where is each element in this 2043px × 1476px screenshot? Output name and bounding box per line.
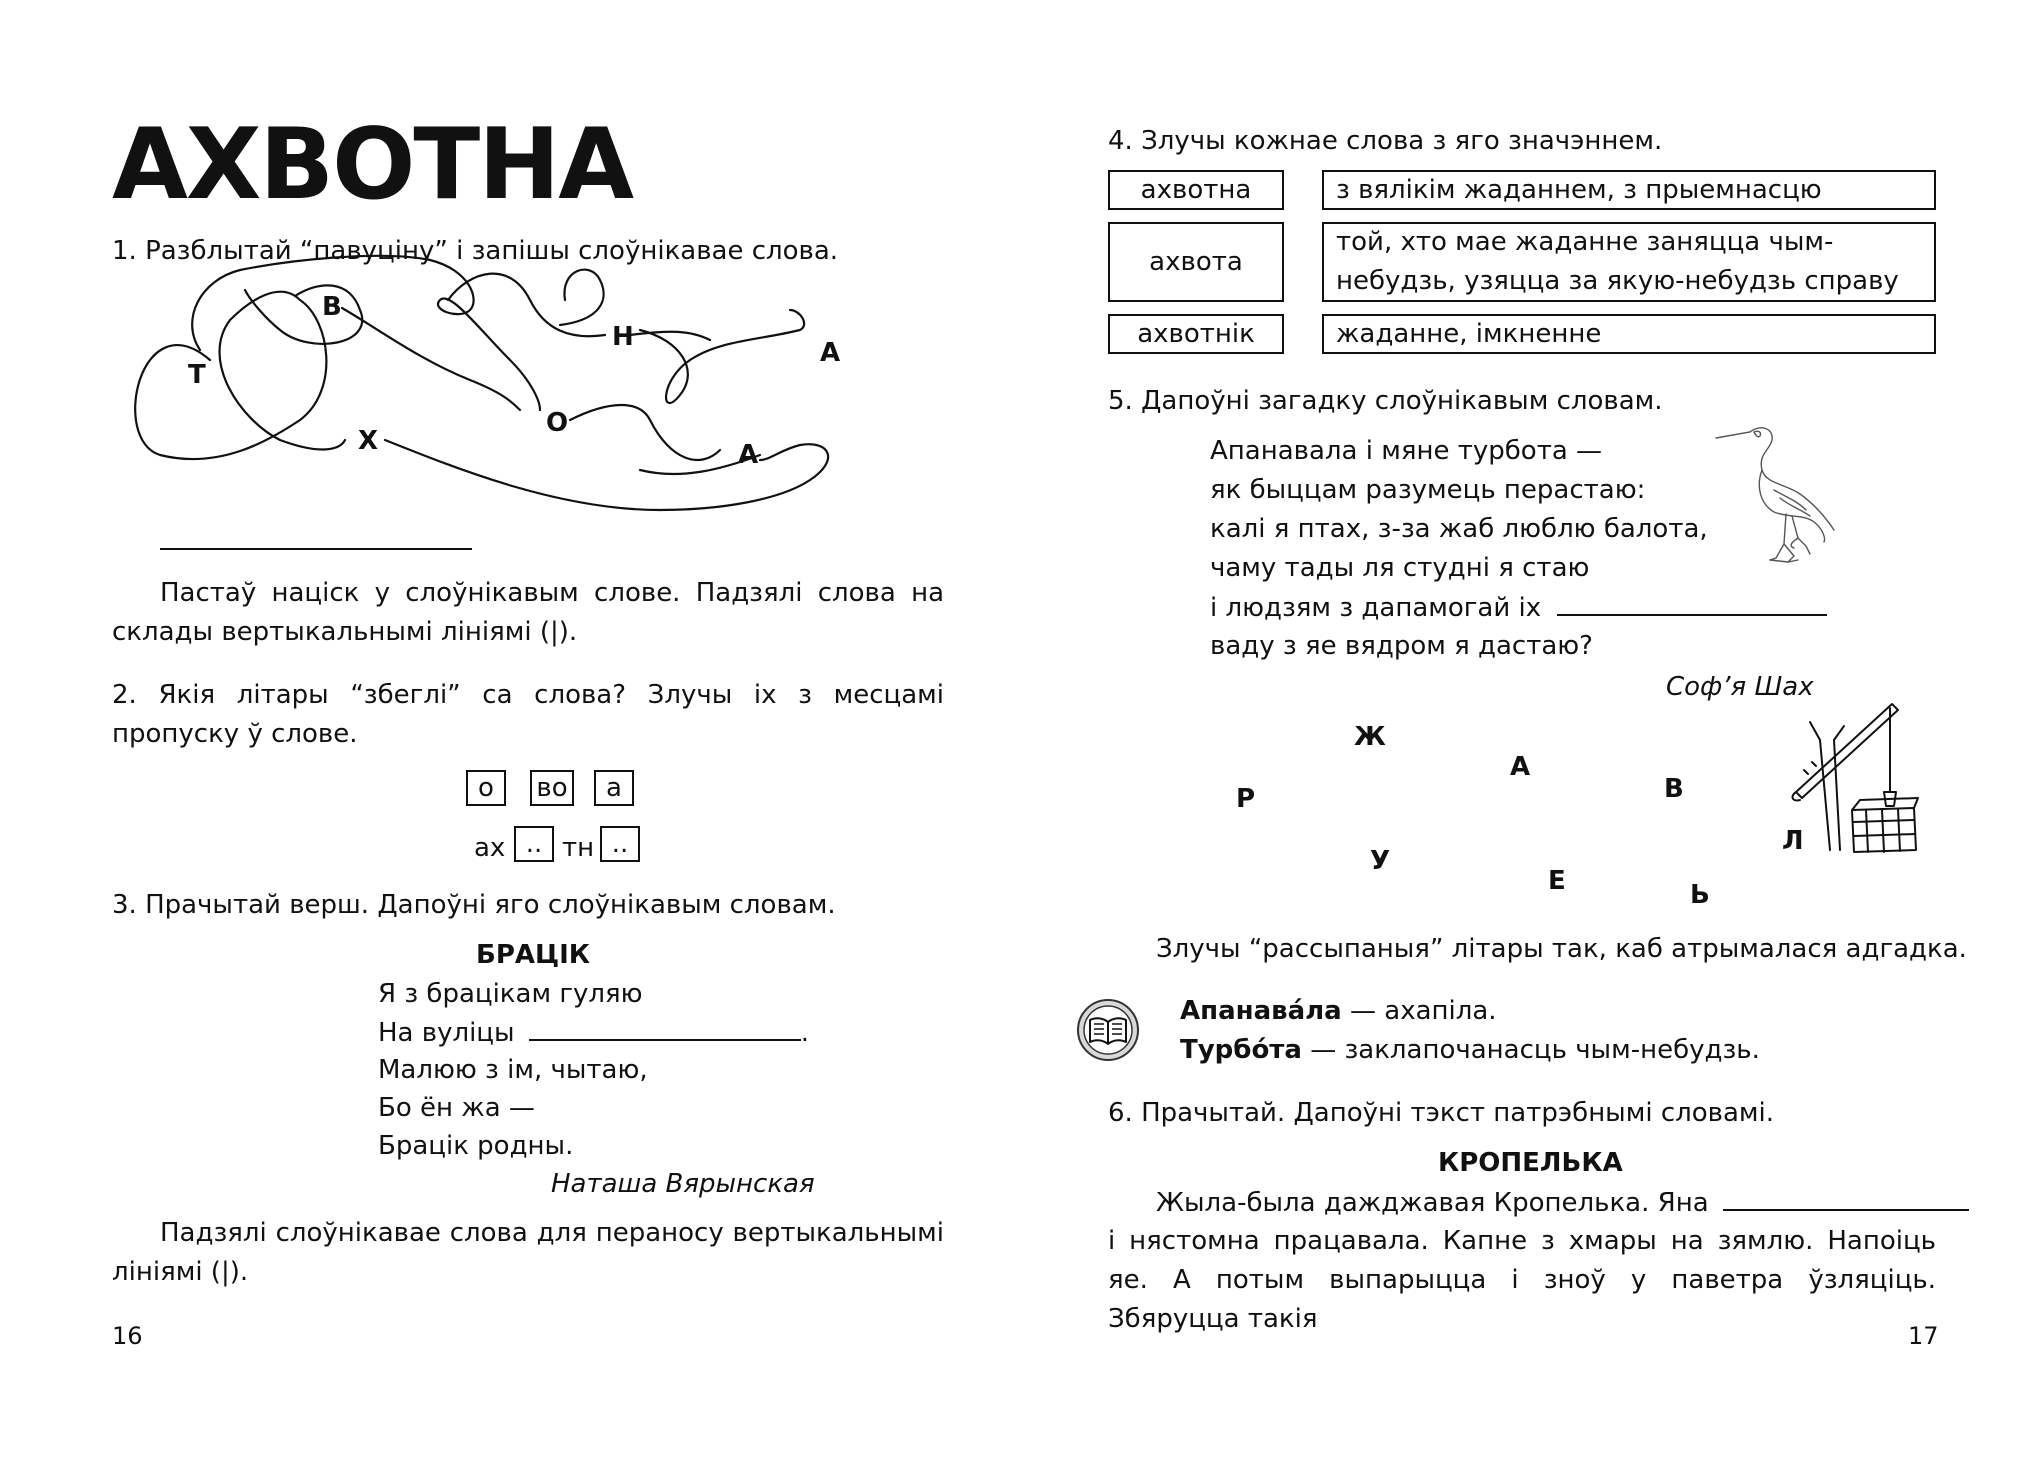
task-1-prompt: 1. Разблытай “павуціну” і запішы слоўнікавае слова. — [112, 236, 839, 266]
web-letter: Н — [612, 322, 634, 352]
glossary-entry — [1180, 992, 1497, 1031]
riddle-line: Апанавала і мяне турбота — — [1210, 436, 1603, 466]
task-2-prompt: 2. Якія літары “збеглі” са слова? Злучы іх з месцамі пропуску ў слове. — [112, 680, 944, 749]
riddle-line: калі я птах, з-за жаб люблю балота, — [1210, 514, 1708, 544]
poem-line: Малюю з ім, чытаю, — [378, 1055, 648, 1085]
scattered-letter: А — [1510, 752, 1531, 782]
glossary-definition: — заклапочанасць чым-небудзь. — [1310, 1035, 1760, 1065]
dictionary-book-icon — [1076, 998, 1140, 1062]
task-3-subprompt: Падзялі слоўнікавае слова для пераносу вертыкальнымі лініямі (|). — [112, 1218, 944, 1287]
task-5-prompt: 5. Дапоўні загадку слоўнікавым словам. — [1108, 386, 1663, 416]
letter-box: во — [530, 770, 574, 806]
riddle-author: Соф’я Шах — [1666, 672, 1814, 702]
riddle-line: чаму тады ля студні я стаю — [1210, 553, 1590, 583]
glossary-term: Апанава́ла — [1180, 996, 1342, 1026]
web-letter: Х — [358, 426, 379, 456]
poem-line — [378, 1013, 809, 1053]
word-part: ах — [474, 833, 506, 863]
story-line — [1156, 1183, 1969, 1223]
task-3-prompt: 3. Прачытай верш. Дапоўні яго слоўнікавым словам. — [112, 890, 836, 920]
word-box[interactable]: ахвотнік — [1108, 314, 1284, 354]
scattered-letter: Р — [1236, 784, 1256, 814]
scattered-letter: Ь — [1690, 880, 1710, 910]
task-1-subprompt: Пастаў націск у слоўнікавым слове. Падзялі слова на склады вертыкальнымі лініямі (|). — [112, 578, 944, 647]
poem-line-text: На вуліцы — [378, 1018, 515, 1048]
web-letter: В — [322, 292, 342, 322]
answer-blank[interactable] — [529, 1013, 801, 1041]
glossary-entry — [1180, 1031, 1760, 1070]
page-title: АХВОТНА — [112, 108, 633, 222]
poem-line-end: . — [800, 1018, 810, 1048]
word-box[interactable]: ахвотна — [1108, 170, 1284, 210]
riddle-line: як быццам разумець перастаю: — [1210, 475, 1646, 505]
poem-author: Наташа Вярынская — [551, 1169, 815, 1199]
page-number-left: 16 — [112, 1322, 143, 1350]
web-letter: А — [820, 338, 841, 368]
story-title: КРОПЕЛЬКА — [1438, 1148, 1623, 1178]
task-6-prompt: 6. Прачытай. Дапоўні тэкст патрэбнымі словамі. — [1108, 1098, 1774, 1128]
heron-illustration — [1714, 418, 1844, 568]
riddle-line-text: і людзям з дапамогай іх — [1210, 593, 1542, 623]
scattered-letter: Л — [1782, 826, 1804, 856]
meaning-box[interactable]: з вялікім жаданнем, з прыемнасцю — [1322, 170, 1936, 210]
meaning-box[interactable]: жаданне, імкненне — [1322, 314, 1936, 354]
meaning-box[interactable]: той, хто мае жаданне заняцца чым-небудзь, узяцца за якую-небудзь справу — [1322, 222, 1936, 302]
scattered-letter: Ж — [1354, 722, 1386, 752]
poem-title: БРАЦІК — [476, 940, 591, 970]
story-line-text: Жыла-была дажджавая Кропелька. Яна — [1156, 1188, 1709, 1218]
answer-line[interactable] — [160, 548, 472, 550]
poem-line: Я з брацікам гуляю — [378, 979, 643, 1009]
web-letter: А — [738, 440, 759, 470]
letter-box: о — [466, 770, 506, 806]
letter-box: а — [594, 770, 634, 806]
answer-blank[interactable] — [1723, 1183, 1969, 1211]
web-letter: О — [546, 408, 569, 438]
web-letter: Т — [188, 360, 206, 390]
gap-box[interactable]: .. — [600, 826, 640, 862]
letter-web-drawing — [0, 0, 900, 560]
story-text: і нястомна працавала. Капне з хмары на зямлю. Напоіць яе. А потым выпарыцца і зноў у паветра ўзляціць. Збяруцца такія — [1108, 1226, 1936, 1334]
riddle-line: ваду з яе вядром я дастаю? — [1210, 631, 1593, 661]
word-part: тн — [562, 833, 595, 863]
glossary-definition: — ахапіла. — [1350, 996, 1497, 1026]
task-4-prompt: 4. Злучы кожнае слова з яго значэннем. — [1108, 126, 1663, 156]
riddle-line — [1210, 588, 1827, 628]
answer-blank[interactable] — [1557, 588, 1827, 616]
poem-line: Брацік родны. — [378, 1131, 574, 1161]
page-number-right: 17 — [1908, 1322, 1939, 1350]
word-box[interactable]: ахвота — [1108, 222, 1284, 302]
poem-line: Бо ён жа — — [378, 1093, 535, 1123]
gap-box[interactable]: .. — [514, 826, 554, 862]
task-5-subprompt: Злучы “рассыпаныя” літары так, каб атрымалася адгадка. — [1156, 934, 1967, 964]
glossary-term: Турбо́та — [1180, 1035, 1302, 1065]
scattered-letter: У — [1370, 846, 1391, 876]
scattered-letter: Е — [1548, 866, 1566, 896]
well-illustration — [1790, 700, 1920, 860]
scattered-letter: В — [1664, 774, 1684, 804]
